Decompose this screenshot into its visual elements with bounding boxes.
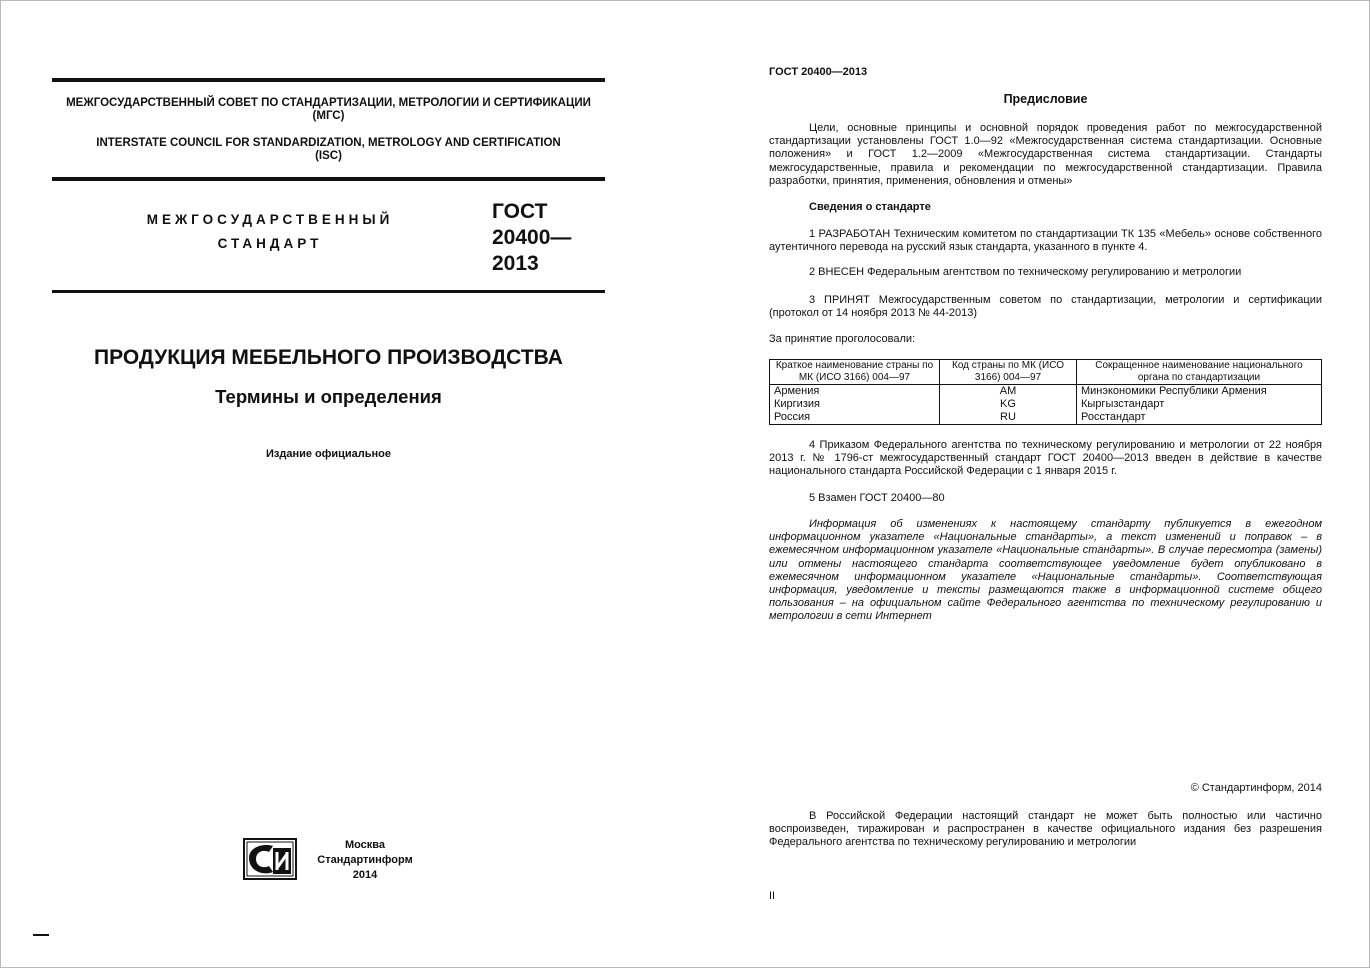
body-cell: Минэкономики Республики Армения xyxy=(1077,385,1322,399)
org-ru-abbr: (МГС) xyxy=(312,110,345,122)
country-cell: Киргизия xyxy=(770,398,940,411)
imprint-year: 2014 xyxy=(352,869,378,881)
item-4: 4 Приказом Федерального агентства по техническому регулированию и метрологии от 22 ноября 2013 г. № 1796-ст межгосударственный стандарт ГОСТ 20400—2013 введен в действие в качестве национального стандарта Российской Федерации с 1 января 2015 г. xyxy=(769,439,1322,478)
column-header: Код страны по МК (ИСО 3166) 004—97 xyxy=(940,360,1077,385)
org-en-text: INTERSTATE COUNCIL FOR STANDARDIZATION, METROLOGY AND CERTIFICATION xyxy=(96,137,561,149)
table-row xyxy=(770,398,1322,411)
top-rule xyxy=(52,78,605,82)
item-2: 2 ВНЕСЕН Федеральным агентством по техническому регулированию и метрологии xyxy=(809,266,1242,278)
preface-paragraph: Цели, основные принципы и основной порядок проведения работ по межгосударственной стандартизации установлены ГОСТ 1.0—92 «Межгосударственная система стандартизации. Основные положения» и ГОСТ 1.2—2009 «Межгосударственная система стандартизации. Стандарты межгосударственные, правила и рекомендации по межгосударственной стандартизации. Правила разработки, принятия, применения, обновления и отмены» xyxy=(769,122,1322,187)
org-name-ru xyxy=(52,97,605,123)
gost-code: 20400— xyxy=(492,226,572,249)
code-cell: KG xyxy=(940,398,1077,411)
item-3: 3 ПРИНЯТ Межгосударственным советом по стандартизации, метрологии и сертификации (протокол от 14 ноября 2013 № 44-2013) xyxy=(769,294,1322,320)
gost-label: ГОСТ xyxy=(492,200,548,223)
running-header: ГОСТ 20400—2013 xyxy=(769,66,868,78)
body-cell: Росстандарт xyxy=(1077,411,1322,425)
imprint-city: Москва xyxy=(344,839,386,851)
changes-info: Информация об изменениях к настоящему стандарту публикуется в ежегодном информационном указателе «Национальные стандарты», а текст изменений и поправок – в ежемесячном информационном указателе «Национальные стандарты». В случае пересмотра (замены) или отмены настоящего стандарта соответствующее уведомление будет опубликовано в ежемесячном информационном указателе «Национальные стандарты». Соответствующая информация, уведомление и тексты размещаются также в информационной системе общего пользования – на официальном сайте Федерального агентства по техническому регулированию и метрологии в сети Интернет xyxy=(769,518,1322,623)
item-1: 1 РАЗРАБОТАН Техническим комитетом по стандартизации ТК 135 «Мебель» основе собственного аутентичного перевода на русский язык стандарта, указанного в пункте 4. xyxy=(769,228,1322,254)
standard-line-2: СТАНДАРТ xyxy=(217,236,323,251)
preface-heading: Предисловие xyxy=(1003,92,1088,106)
item-5: 5 Взамен ГОСТ 20400—80 xyxy=(809,492,945,504)
imprint xyxy=(300,838,430,883)
middle-rule xyxy=(52,177,605,181)
standard-type xyxy=(130,208,410,256)
standard-line-1: МЕЖГОСУДАРСТВЕННЫЙ xyxy=(146,212,394,227)
body-cell: Кыргызстандарт xyxy=(1077,398,1322,411)
org-ru-text: МЕЖГОСУДАРСТВЕННЫЙ СОВЕТ ПО СТАНДАРТИЗАЦИИ, МЕТРОЛОГИИ И СЕРТИФИКАЦИИ xyxy=(66,97,591,109)
voted-label: За принятие проголосовали: xyxy=(769,333,916,345)
copyright: © Стандартинформ, 2014 xyxy=(1190,782,1322,794)
table-header-row xyxy=(770,360,1322,385)
rights-notice: В Российской Федерации настоящий стандарт не может быть полностью или частично воспроизведен, тиражирован и распространен в качестве официального издания без разрешения Федерального агентства по техническому регулированию и метрологии xyxy=(769,810,1322,849)
document-subtitle: Термины и определения xyxy=(215,386,442,407)
org-en-abbr: (ISC) xyxy=(315,150,342,162)
country-cell: Армения xyxy=(770,385,940,399)
bottom-rule xyxy=(52,290,605,293)
edge-mark xyxy=(33,934,49,936)
code-cell: RU xyxy=(940,411,1077,425)
standartinform-logo-icon xyxy=(243,838,297,880)
info-heading: Сведения о стандарте xyxy=(809,201,931,213)
table-row xyxy=(770,411,1322,425)
country-cell: Россия xyxy=(770,411,940,425)
document-title: ПРОДУКЦИЯ МЕБЕЛЬНОГО ПРОИЗВОДСТВА xyxy=(94,346,563,369)
gost-year: 2013 xyxy=(492,252,539,275)
column-header: Краткое наименование страны по МК (ИСО 3166) 004—97 xyxy=(770,360,940,385)
imprint-publisher: Стандартинформ xyxy=(317,854,413,866)
table-row xyxy=(770,385,1322,399)
code-cell: AM xyxy=(940,385,1077,399)
org-name-en xyxy=(52,137,605,163)
voting-table xyxy=(769,359,1322,425)
column-header: Сокращенное наименование национального органа по стандартизации xyxy=(1077,360,1322,385)
gost-number xyxy=(492,199,612,277)
edition-label: Издание официальное xyxy=(265,448,392,460)
page-number: II xyxy=(769,890,776,902)
